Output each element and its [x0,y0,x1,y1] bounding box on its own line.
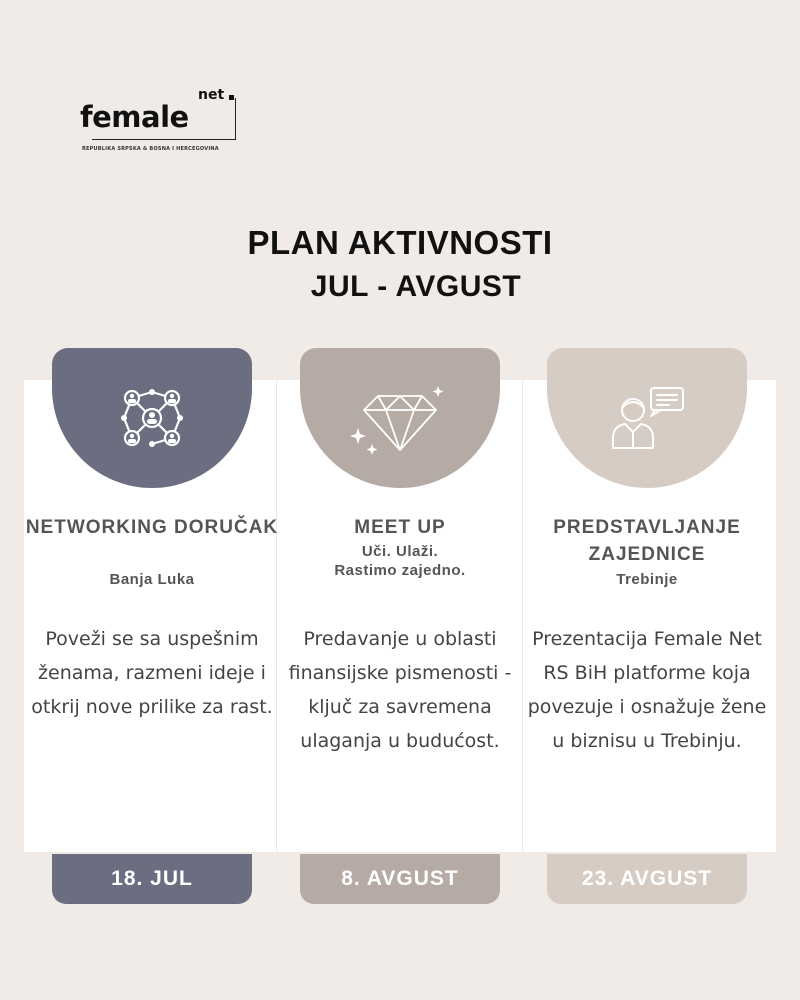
card-tagline: Uči. Ulaži. Rastimo zajedno. [334,543,466,579]
presenter-speech-icon [597,378,697,458]
card-date: 8. AVGUST [300,854,500,904]
card-title: MEET UP [354,517,446,538]
logo-net-text: net [198,87,225,103]
card-title: NETWORKING DORUČAK [25,517,279,538]
logo-tagline: REPUBLIKA SRPSKA & BOSNA I HERCEGOVINA [82,146,219,152]
activity-card-networking [25,348,279,904]
card-location: Banja Luka [109,571,195,588]
column-divider [522,380,523,852]
card-title: PREDSTAVLJANJE ZAJEDNICE [553,517,741,565]
card-description: Poveži se sa uspešnim ženama, razmeni ideje i otkrij nove prilike za rast. [31,628,273,718]
card-location: Trebinje [616,571,678,588]
logo-main-text: female [80,100,189,134]
column-divider [276,380,277,852]
network-people-icon [102,378,202,458]
page-subtitle: JUL - AVGUST [310,270,522,303]
page-title: PLAN AKTIVNOSTI [247,224,553,261]
logo [80,86,240,158]
card-description: Prezentacija Female Net RS BiH platforme koja povezuje i osnažuje žene u biznisu u Trebinju. [527,628,767,752]
activity-card-community [527,348,767,904]
diamond-icon [350,378,450,458]
card-description: Predavanje u oblasti finansijske pismenosti - ključ za savremena ulaganja u budućost. [288,628,512,752]
card-date: 23. AVGUST [547,854,747,904]
logo-dot [229,95,234,100]
activity-card-meetup [288,348,512,904]
card-date: 18. JUL [52,854,252,904]
